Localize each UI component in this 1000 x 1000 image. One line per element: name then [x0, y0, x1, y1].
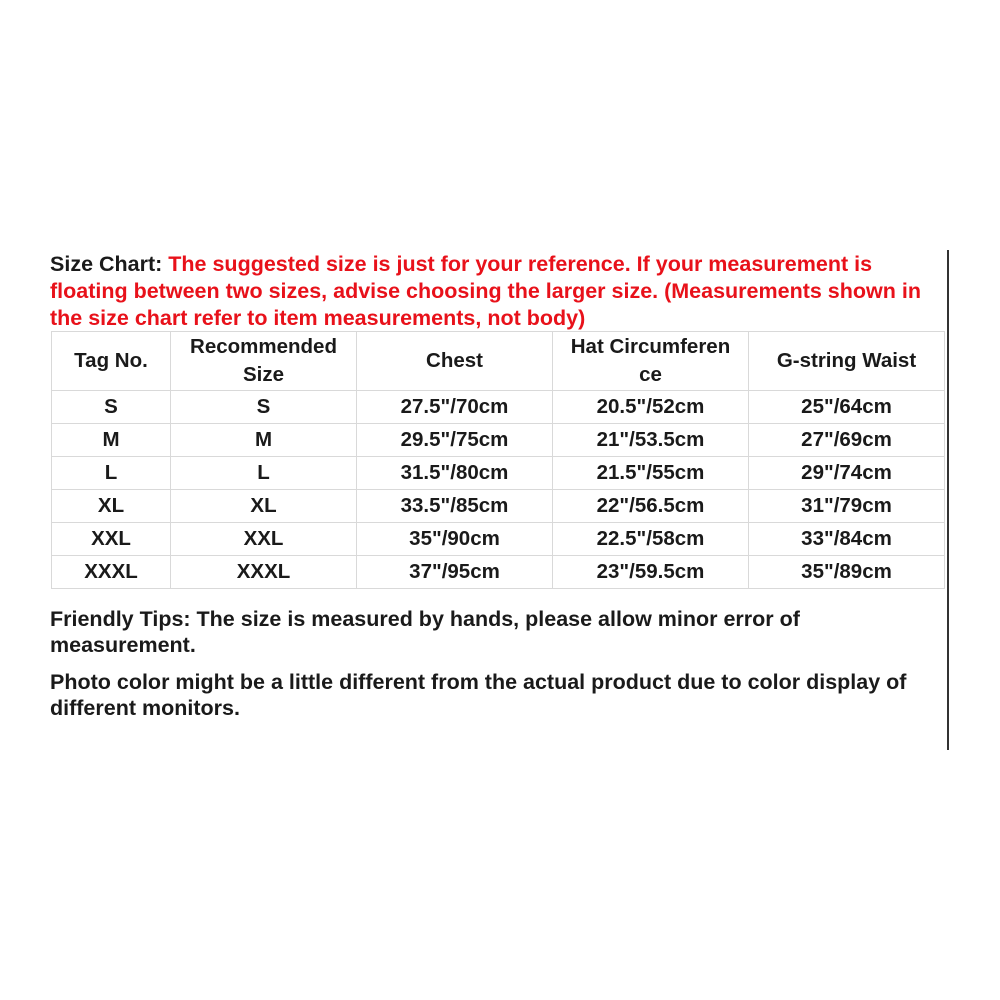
table-row [52, 523, 945, 556]
cell-recommended-size: XXL [171, 523, 357, 556]
table-header-row [52, 332, 945, 391]
cell-recommended-size: XL [171, 490, 357, 523]
cell-g-string-waist: 35"/89cm [749, 556, 945, 589]
header-g-string-waist: G-string Waist [749, 332, 945, 391]
header-tag-no: Tag No. [52, 332, 171, 391]
table-row [52, 391, 945, 424]
cell-chest: 33.5"/85cm [357, 490, 553, 523]
cell-hat-circumference: 23"/59.5cm [553, 556, 749, 589]
cell-chest: 37"/95cm [357, 556, 553, 589]
cell-recommended-size: M [171, 424, 357, 457]
size-chart-label: Size Chart: [50, 252, 169, 276]
table-row [52, 556, 945, 589]
cell-hat-circumference: 22"/56.5cm [553, 490, 749, 523]
cell-g-string-waist: 29"/74cm [749, 457, 945, 490]
cell-g-string-waist: 27"/69cm [749, 424, 945, 457]
cell-chest: 27.5"/70cm [357, 391, 553, 424]
cell-tag-no: S [52, 391, 171, 424]
size-chart-note: The suggested size is just for your reference. If your measurement is floating between two sizes, advise choosing the larger size. (Measurements shown in the size chart refer to item measurements, not body) [50, 252, 921, 330]
cell-tag-no: L [52, 457, 171, 490]
cell-chest: 31.5"/80cm [357, 457, 553, 490]
cell-tag-no: XXL [52, 523, 171, 556]
cell-recommended-size: L [171, 457, 357, 490]
cell-chest: 29.5"/75cm [357, 424, 553, 457]
size-chart-intro [50, 251, 945, 332]
cell-tag-no: XL [52, 490, 171, 523]
table-row [52, 457, 945, 490]
cell-tag-no: M [52, 424, 171, 457]
header-recommended-size: Recommended Size [171, 332, 357, 391]
cell-g-string-waist: 25"/64cm [749, 391, 945, 424]
friendly-tips: Friendly Tips: The size is measured by hands, please allow minor error of measurement. [50, 607, 800, 657]
cell-g-string-waist: 33"/84cm [749, 523, 945, 556]
cell-recommended-size: S [171, 391, 357, 424]
photo-color-note: Photo color might be a little different from the actual product due to color display of different monitors. [50, 670, 907, 720]
cell-hat-circumference: 21.5"/55cm [553, 457, 749, 490]
size-table [51, 331, 945, 589]
cell-tag-no: XXXL [52, 556, 171, 589]
header-hat-circumference: Hat Circumferen ce [553, 332, 749, 391]
table-row [52, 490, 945, 523]
cell-recommended-size: XXXL [171, 556, 357, 589]
cell-hat-circumference: 21"/53.5cm [553, 424, 749, 457]
cell-g-string-waist: 31"/79cm [749, 490, 945, 523]
cell-hat-circumference: 20.5"/52cm [553, 391, 749, 424]
cell-hat-circumference: 22.5"/58cm [553, 523, 749, 556]
table-row [52, 424, 945, 457]
header-chest: Chest [357, 332, 553, 391]
cell-chest: 35"/90cm [357, 523, 553, 556]
